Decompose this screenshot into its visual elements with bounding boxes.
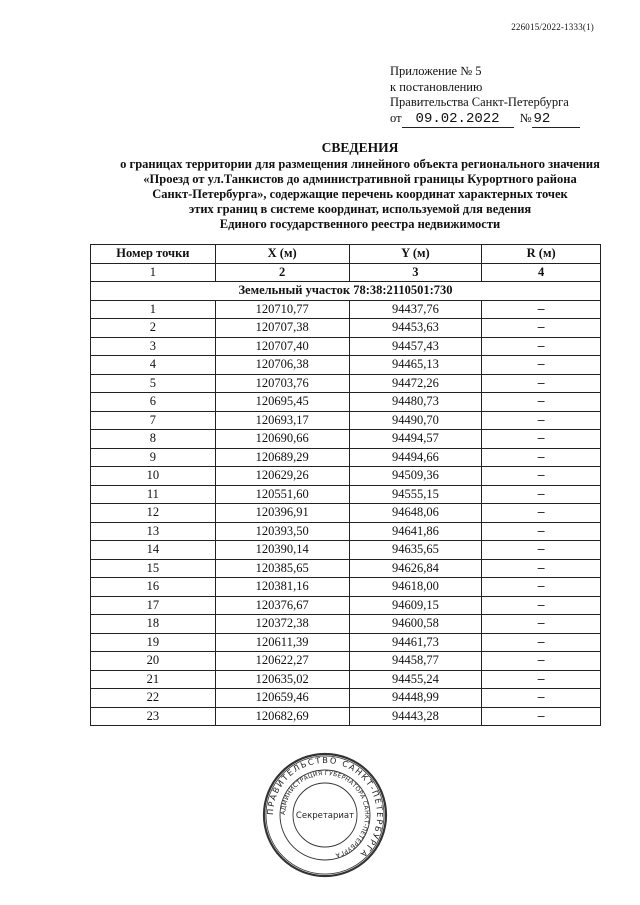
table-row [91, 448, 601, 467]
cell-r: – [482, 652, 601, 671]
cell-x: 120707,38 [215, 319, 349, 338]
cell-y: 94494,57 [349, 430, 482, 449]
cell-r: – [482, 522, 601, 541]
table-row [91, 689, 601, 708]
heading-line-2: «Проезд от ул.Танкистов до административной границы Курортного района [143, 172, 577, 186]
cell-point-number: 7 [91, 411, 216, 430]
table-row [91, 522, 601, 541]
table-row [91, 541, 601, 560]
table-row [91, 670, 601, 689]
cell-r: – [482, 707, 601, 726]
cell-y: 94618,00 [349, 578, 482, 597]
heading-title: СВЕДЕНИЯ [321, 140, 399, 155]
cell-point-number: 22 [91, 689, 216, 708]
cell-y: 94472,26 [349, 374, 482, 393]
stamp-inner-text-content: АДМИНИСТРАЦИЯ ГУБЕРНАТОРА САНКТ-ПЕТЕРБУРГА [279, 769, 371, 859]
official-stamp [262, 752, 388, 878]
cell-x: 120635,02 [215, 670, 349, 689]
cell-y: 94461,73 [349, 633, 482, 652]
cell-y: 94609,15 [349, 596, 482, 615]
table-row [91, 707, 601, 726]
table-row [91, 596, 601, 615]
table-column-numbers [91, 263, 601, 282]
document-heading [60, 140, 640, 232]
table-row [91, 430, 601, 449]
cell-point-number: 9 [91, 448, 216, 467]
table-row [91, 467, 601, 486]
table-row [91, 485, 601, 504]
coordinates-table [90, 244, 601, 726]
table-row [91, 374, 601, 393]
cell-x: 120396,91 [215, 504, 349, 523]
cell-r: – [482, 319, 601, 338]
cell-point-number: 12 [91, 504, 216, 523]
cell-r: – [482, 393, 601, 412]
document-id: 226015/2022-1333(1) [511, 22, 594, 32]
stamp-outer-text-content: ПРАВИТЕЛЬСТВО САНКТ-ПЕТЕРБУРГА [264, 754, 386, 861]
heading-line-3: Санкт-Петербурга», содержащие перечень координат характерных точек [152, 187, 568, 201]
cell-r: – [482, 300, 601, 319]
cell-point-number: 19 [91, 633, 216, 652]
cell-x: 120690,66 [215, 430, 349, 449]
cell-point-number: 14 [91, 541, 216, 560]
cell-r: – [482, 689, 601, 708]
cell-r: – [482, 485, 601, 504]
cell-point-number: 13 [91, 522, 216, 541]
cell-r: – [482, 596, 601, 615]
cell-y: 94648,06 [349, 504, 482, 523]
cell-r: – [482, 430, 601, 449]
cell-y: 94457,43 [349, 337, 482, 356]
cell-y: 94555,15 [349, 485, 482, 504]
cell-point-number: 1 [91, 300, 216, 319]
cell-x: 120551,60 [215, 485, 349, 504]
cell-point-number: 18 [91, 615, 216, 634]
cell-r: – [482, 578, 601, 597]
cell-x: 120393,50 [215, 522, 349, 541]
cell-x: 120659,46 [215, 689, 349, 708]
heading-line-1: о границах территории для размещения линейного объекта регионального значения [120, 157, 600, 171]
cell-x: 120706,38 [215, 356, 349, 375]
cell-x: 120703,76 [215, 374, 349, 393]
cell-point-number: 3 [91, 337, 216, 356]
table-row [91, 633, 601, 652]
heading-line-5: Единого государственного реестра недвижимости [219, 217, 501, 231]
cell-y: 94437,76 [349, 300, 482, 319]
header-x: X (м) [215, 245, 349, 264]
cell-r: – [482, 559, 601, 578]
cell-x: 120629,26 [215, 467, 349, 486]
cell-x: 120693,17 [215, 411, 349, 430]
table-row [91, 411, 601, 430]
annex-date-line [390, 111, 580, 129]
cell-x: 120611,39 [215, 633, 349, 652]
annex-block [390, 64, 580, 128]
annex-date: 09.02.2022 [402, 112, 514, 129]
header-y: Y (м) [349, 245, 482, 264]
table-row [91, 652, 601, 671]
cell-point-number: 4 [91, 356, 216, 375]
cell-x: 120682,69 [215, 707, 349, 726]
cell-x: 120707,40 [215, 337, 349, 356]
cell-y: 94480,73 [349, 393, 482, 412]
header-r: R (м) [482, 245, 601, 264]
table-row [91, 615, 601, 634]
cell-y: 94600,58 [349, 615, 482, 634]
annex-subtitle: к постановлению [390, 79, 483, 94]
cell-r: – [482, 615, 601, 634]
annex-title: Приложение № 5 [390, 64, 482, 78]
cell-r: – [482, 374, 601, 393]
cell-point-number: 20 [91, 652, 216, 671]
cell-x: 120376,67 [215, 596, 349, 615]
cell-r: – [482, 633, 601, 652]
cell-point-number: 8 [91, 430, 216, 449]
cell-point-number: 10 [91, 467, 216, 486]
cell-r: – [482, 541, 601, 560]
cell-y: 94509,36 [349, 467, 482, 486]
cell-x: 120689,29 [215, 448, 349, 467]
cell-point-number: 6 [91, 393, 216, 412]
col-number: 3 [349, 263, 482, 282]
cell-y: 94453,63 [349, 319, 482, 338]
col-number: 2 [215, 263, 349, 282]
table-body [91, 300, 601, 726]
annex-number: 92 [532, 112, 580, 129]
annex-number-label: № [519, 110, 532, 125]
cell-point-number: 11 [91, 485, 216, 504]
cell-y: 94455,24 [349, 670, 482, 689]
table-row [91, 504, 601, 523]
header-point-number: Номер точки [91, 245, 216, 264]
cell-x: 120390,14 [215, 541, 349, 560]
table-row [91, 337, 601, 356]
cell-point-number: 16 [91, 578, 216, 597]
cell-y: 94448,99 [349, 689, 482, 708]
annex-from-label: от [390, 110, 402, 125]
cell-point-number: 21 [91, 670, 216, 689]
cell-r: – [482, 411, 601, 430]
cell-y: 94443,28 [349, 707, 482, 726]
table-header-row [91, 245, 601, 264]
table-row [91, 356, 601, 375]
cell-y: 94635,65 [349, 541, 482, 560]
annex-authority: Правительства Санкт-Петербурга [390, 95, 569, 109]
cell-r: – [482, 337, 601, 356]
cell-point-number: 5 [91, 374, 216, 393]
table-row [91, 319, 601, 338]
cell-y: 94458,77 [349, 652, 482, 671]
cell-y: 94490,70 [349, 411, 482, 430]
cell-x: 120381,16 [215, 578, 349, 597]
table-row [91, 300, 601, 319]
stamp-center-text: Секретариат [295, 811, 355, 821]
table-row [91, 559, 601, 578]
cell-y: 94626,84 [349, 559, 482, 578]
table-row [91, 393, 601, 412]
cell-y: 94641,86 [349, 522, 482, 541]
cell-r: – [482, 504, 601, 523]
col-number: 4 [482, 263, 601, 282]
cell-r: – [482, 448, 601, 467]
cell-x: 120372,38 [215, 615, 349, 634]
cell-point-number: 17 [91, 596, 216, 615]
cell-r: – [482, 467, 601, 486]
table-row [91, 578, 601, 597]
cell-point-number: 2 [91, 319, 216, 338]
parcel-label: Земельный участок 78:38:2110501:730 [91, 282, 601, 301]
cell-x: 120695,45 [215, 393, 349, 412]
cell-x: 120622,27 [215, 652, 349, 671]
cell-r: – [482, 356, 601, 375]
heading-line-4: этих границ в системе координат, используемой для ведения [188, 202, 532, 216]
cell-r: – [482, 670, 601, 689]
parcel-row [91, 282, 601, 301]
cell-y: 94465,13 [349, 356, 482, 375]
cell-point-number: 15 [91, 559, 216, 578]
cell-x: 120710,77 [215, 300, 349, 319]
cell-point-number: 23 [91, 707, 216, 726]
col-number: 1 [91, 263, 216, 282]
cell-x: 120385,65 [215, 559, 349, 578]
cell-y: 94494,66 [349, 448, 482, 467]
